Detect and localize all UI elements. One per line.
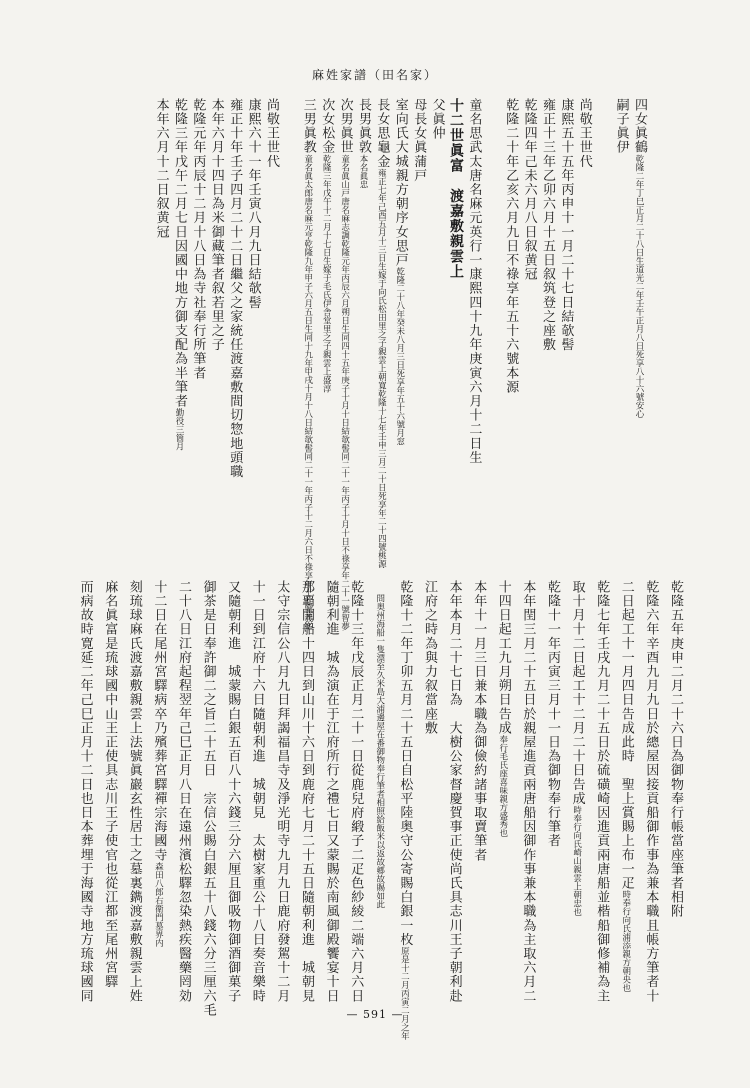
lower-column xyxy=(177,580,190,1003)
lower-column xyxy=(275,580,288,1003)
lower-text: 十二日在尾州宮驛病卒乃殯葬宮驛禪宗海國寺 xyxy=(151,580,167,862)
upper-text: 母長女眞蒲戸 xyxy=(411,98,427,183)
lower-column xyxy=(79,580,92,1003)
lower-column xyxy=(226,580,239,1003)
lower-text: 本年十一月三日兼本職為御儉約諸事取賣筆者 xyxy=(471,580,487,862)
lower-text: 乾隆十二年丁卯五月二十五日自松平陸奥守公寄賜白銀一枚 xyxy=(397,580,413,947)
upper-column xyxy=(394,98,407,446)
lower-column xyxy=(349,580,362,1003)
upper-column xyxy=(191,98,204,380)
upper-text: 室向氏大城親方朝序女思戸 xyxy=(392,98,408,268)
upper-text: 尚敬王世代 xyxy=(576,98,592,169)
lower-column xyxy=(497,580,510,837)
upper-text: 雍正十三年乙卯六月十五日叙筑登之座敷 xyxy=(540,98,555,352)
upper-text: 乾隆元年丙辰十二月十八日為寺社奉行所筆者 xyxy=(190,98,206,380)
upper-annotation: 童名眞太郎唐名麻元亨乾隆九年甲子六月五日生同十九年甲戌十月十八日結欹髻同二十一年丙子十二月六日不祿享年十七號義峯 xyxy=(302,154,313,631)
lower-column xyxy=(202,580,215,1017)
lower-column xyxy=(325,580,338,1003)
lower-text: 乾隆五年庚申二月二十六日為御物奉行帳當座筆者相附 xyxy=(668,580,683,919)
upper-column xyxy=(523,98,536,281)
lower-column xyxy=(374,580,387,909)
upper-annotation: 勤役三箇月 xyxy=(174,408,184,451)
upper-column xyxy=(155,98,168,239)
upper-text: 尚敬王世代 xyxy=(264,98,279,169)
upper-column xyxy=(504,98,517,394)
upper-text: 次男眞世 xyxy=(337,98,353,155)
upper-column xyxy=(541,98,554,352)
lower-text: 取十月十二日起工十二月二十日告成 xyxy=(569,580,585,806)
lower-column xyxy=(595,580,608,1003)
upper-text: 童名思武太唐名麻元英行一康熙四十九年庚寅六月十二日生 xyxy=(466,98,482,465)
upper-annotation: 本名眞忠 xyxy=(358,154,368,189)
lower-column xyxy=(472,580,485,862)
upper-column xyxy=(357,98,370,188)
upper-column xyxy=(320,98,333,392)
upper-annotation: 乾隆三年戊午十二月十七日生嫁于毛氏伊舎堂里之子親雲上盛淳 xyxy=(321,154,332,393)
upper-column xyxy=(412,98,425,183)
upper-column xyxy=(375,98,388,568)
upper-text: 本年六月十四日為米御藏筆者叙若里之子 xyxy=(208,98,224,352)
upper-column xyxy=(615,98,628,154)
lower-column xyxy=(152,580,165,947)
upper-text: 嗣子眞伊 xyxy=(613,98,629,155)
lower-column xyxy=(546,580,559,848)
upper-column xyxy=(247,98,260,310)
upper-text: 長男眞敦 xyxy=(356,98,371,155)
lower-annotation: 時奉行向氏浦添親方朝央也 xyxy=(620,890,631,993)
lower-text: 十四日起工九月朔日告成 xyxy=(495,580,511,736)
lower-text: 麻名眞富是琉球國中山王正使具志川王子使官也從江都至尾州宮驛 xyxy=(102,580,118,989)
lower-text: 本年本月二十七日為 大樹公家督慶賀事正使尚氏具志川王子朝利赴 xyxy=(446,580,462,1003)
upper-annotation: 童名眞山戸唐名麻志調乾隆元年丙辰六月朔日生同四十五年庚子十月十日結欹髻同二十一年丙子十月十日不祿享年二十一號智夢 xyxy=(339,154,350,631)
lower-text xyxy=(373,580,388,594)
upper-annotation: 乾隆二十八年癸未八月三日死享年五十六號月窓 xyxy=(394,267,405,446)
upper-column xyxy=(173,98,186,451)
upper-text: 次女松金 xyxy=(319,98,335,155)
upper-text: 長女思龜金 xyxy=(374,98,390,169)
upper-text: 四女眞鶴 xyxy=(632,98,647,155)
lower-text: 刻琉球麻氏渡嘉敷親雲上法號眞巖玄性居士之墓裏鐫渡嘉敷親雲上姓 xyxy=(126,580,142,1003)
lower-column xyxy=(669,580,682,918)
page-number: — 591 — xyxy=(346,1008,404,1021)
lower-column xyxy=(251,580,264,1003)
lower-text: 二日起工十一月四日告成此時 聖上賞賜上布一疋 xyxy=(618,580,634,891)
lower-text: 乾隆十三年戊辰正月二十一日從鹿兒府緞子二疋色紗綾二端六月六日 xyxy=(348,580,364,1003)
lower-text: 隨朝利進 城為演在于江府所行之禮七日又蒙賜於南風御殿饗宴十日 xyxy=(323,580,339,1003)
upper-text: 康熙五十五年丙申十一月二十七日結欹髻 xyxy=(558,98,574,352)
upper-column xyxy=(449,98,463,279)
lower-column xyxy=(300,580,313,1003)
lower-column xyxy=(571,580,584,916)
upper-text: 乾隆二十年乙亥六月九日不祿享年五十六號本源 xyxy=(503,98,519,395)
upper-column xyxy=(633,98,646,418)
page-header: 麻姓家譜（田名家） xyxy=(311,68,438,82)
lower-column xyxy=(521,580,534,1003)
upper-column xyxy=(265,98,278,169)
lower-annotation: 奉行毛氏座喜味親方盛秀也 xyxy=(497,735,508,838)
lower-text: 乾隆六年辛酉九月九日於總屋因接貢船御作事為兼本職且帳方筆者十 xyxy=(643,580,659,1003)
upper-column xyxy=(302,98,315,630)
upper-text: 乾隆三年戊午二月七日因國中地方御支配為半筆者 xyxy=(172,98,187,409)
lower-text: 乾隆七年壬戌九月二十五日於硫磺崎因進貢兩唐船並楷船御修補為主 xyxy=(594,580,610,1003)
lower-text: 江府之時為與力叙當座敷 xyxy=(422,580,437,736)
upper-text: 乾隆四年己未六月八日叙黄冠 xyxy=(521,98,537,282)
lower-annotation: 原是十二月丙寅二月之年 xyxy=(399,946,410,1041)
lower-column xyxy=(620,580,633,992)
lower-text: 那覇開船十四日到山川十六日到鹿府七月二十五日隨朝利進 城朝見 xyxy=(299,580,314,1003)
upper-column xyxy=(559,98,572,352)
upper-annotation: 雍正七年己酉五月十三日生嫁于向氏松田里之子親雲上朝寛乾隆十七年壬申三月二十日死享年二十四號桃源 xyxy=(376,168,387,568)
lower-text: 本年閏三月二十五日於親屋進貢兩唐船因御作事兼本職為主取六月二 xyxy=(520,580,536,1003)
upper-text: 本年六月十二日叙黄冠 xyxy=(153,98,169,239)
upper-text: 雍正十年壬子四月二十二日繼父之家統任渡嘉敷間切惣地頭職 xyxy=(227,98,243,479)
upper-column xyxy=(578,98,591,169)
upper-text: 三男眞教 xyxy=(300,98,316,155)
lower-text: 太守宗信公八月九日拜謁福昌寺及淨光明寺九月九日鹿府發駕十二月 xyxy=(274,580,290,1003)
lower-column xyxy=(423,580,436,735)
lower-text: 二十八日江府起程翌年己巳正月八日在遠州濱松驛忽染熱疾醫藥罔効 xyxy=(176,580,191,1003)
upper-column xyxy=(467,98,480,465)
upper-column xyxy=(339,98,352,630)
lower-column xyxy=(644,580,657,1003)
lower-column xyxy=(448,580,461,1003)
lower-column xyxy=(128,580,141,1003)
lower-text: 又隨朝利進 城蒙賜白銀五百八十六錢三分六厘且御吸物御酒御菓子 xyxy=(225,580,241,1003)
upper-text: 康熙六十一年壬寅八月九日結欹髻 xyxy=(245,98,261,310)
upper-text: 十二世眞富 渡嘉敷親雲上 xyxy=(448,98,464,280)
lower-text: 御茶是日奉許御二之旨二十五日 宗信公賜白銀五十八錢六分三厘六毛 xyxy=(200,580,216,1018)
upper-column xyxy=(228,98,241,479)
upper-text: 父眞仲 xyxy=(429,98,445,141)
lower-text: 乾隆十一年丙寅三月十一日為御物奉行筆者 xyxy=(545,580,560,848)
upper-annotation: 乾隆二年丁巳正月二十八日生道光二年壬午正月八日死享八十六號安心 xyxy=(634,154,644,418)
lower-column xyxy=(103,580,116,989)
upper-column xyxy=(210,98,223,352)
lower-annotation: 森田八郎右衛門墓界内 xyxy=(153,862,164,947)
lower-text: 而病故時寛延二年己巳正月十二日也日本葬埋于海國寺地方琉球國同 xyxy=(77,580,93,1003)
lower-annotation: 時奉行向氏崎山親雲上朝忠也 xyxy=(571,805,582,917)
lower-column xyxy=(398,580,411,1040)
upper-column xyxy=(431,98,444,140)
lower-text: 十一日到江府十六日隨朝利進 城朝見 太樹家重公十八日奏音樂時 xyxy=(249,580,265,1003)
lower-annotation: 問奥州海船一隻漂至久米島大浦邊屋在番御物奉行筆者相照給飯米以返故郷故賜如此 xyxy=(374,594,385,909)
